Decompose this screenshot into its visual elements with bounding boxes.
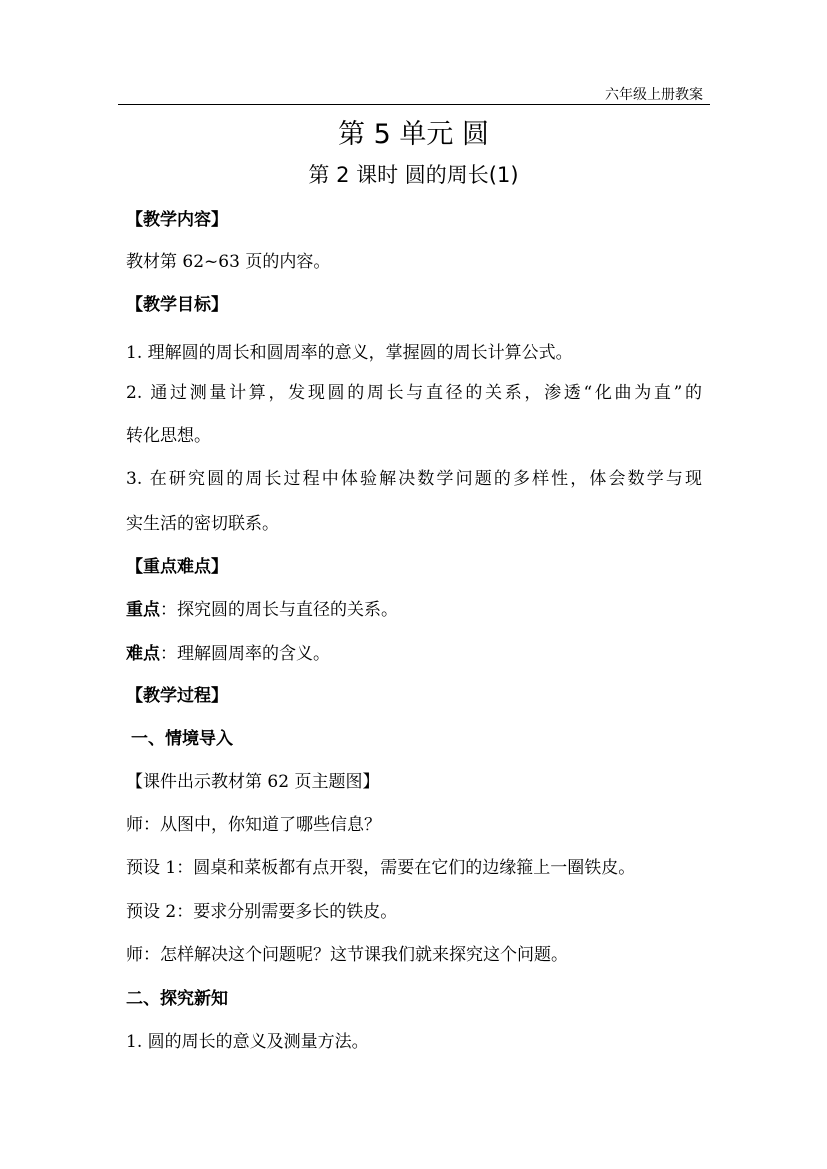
header-divider [118, 104, 710, 105]
section-title-key-points: 【重点难点】 [126, 557, 228, 577]
goal-2-line-2: 转化思想。 [126, 426, 211, 446]
difficulty-point [126, 639, 330, 664]
section-title-goals: 【教学目标】 [126, 295, 228, 315]
courseware-note: 【课件出示教材第 62 页主题图】 [126, 772, 380, 792]
section-title-content: 【教学内容】 [126, 210, 228, 230]
key-point [126, 595, 398, 620]
key-point-label: 重点 [126, 600, 160, 620]
item-1: 1. 圆的周长的意义及测量方法。 [126, 1032, 369, 1052]
difficulty-text: ：理解圆周率的含义。 [160, 644, 330, 664]
lesson-subtitle: 第 2 课时 圆的周长(1) [308, 163, 519, 187]
difficulty-label: 难点 [126, 644, 160, 664]
preset-answer-1: 预设 1：圆桌和菜板都有点开裂，需要在它们的边缘箍上一圈铁皮。 [126, 858, 636, 878]
part-2-title: 二、探究新知 [126, 989, 228, 1009]
part-1-title: 一、情境导入 [131, 729, 233, 749]
goal-3-line-2: 实生活的密切联系。 [126, 514, 279, 534]
goal-1: 1. 理解圆的周长和圆周率的意义，掌握圆的周长计算公式。 [126, 343, 573, 363]
unit-title: 第 5 单元 圆 [338, 119, 489, 150]
goal-3-line-1: 3. 在研究圆的周长过程中体验解决数学问题的多样性，体会数学与现 [126, 469, 702, 489]
teacher-question-1: 师：从图中，你知道了哪些信息？ [126, 815, 381, 835]
content-text: 教材第 62~63 页的内容。 [126, 252, 331, 272]
key-point-text: ：探究圆的周长与直径的关系。 [160, 600, 398, 620]
preset-answer-2: 预设 2：要求分别需要多长的铁皮。 [126, 902, 398, 922]
teacher-question-2: 师：怎样解决这个问题呢？这节课我们就来探究这个问题。 [126, 945, 568, 965]
section-title-process: 【教学过程】 [126, 686, 228, 706]
goal-2-line-1: 2. 通过测量计算，发现圆的周长与直径的关系，渗透“化曲为直”的 [126, 383, 702, 403]
page-header: 六年级上册教案 [605, 87, 703, 103]
